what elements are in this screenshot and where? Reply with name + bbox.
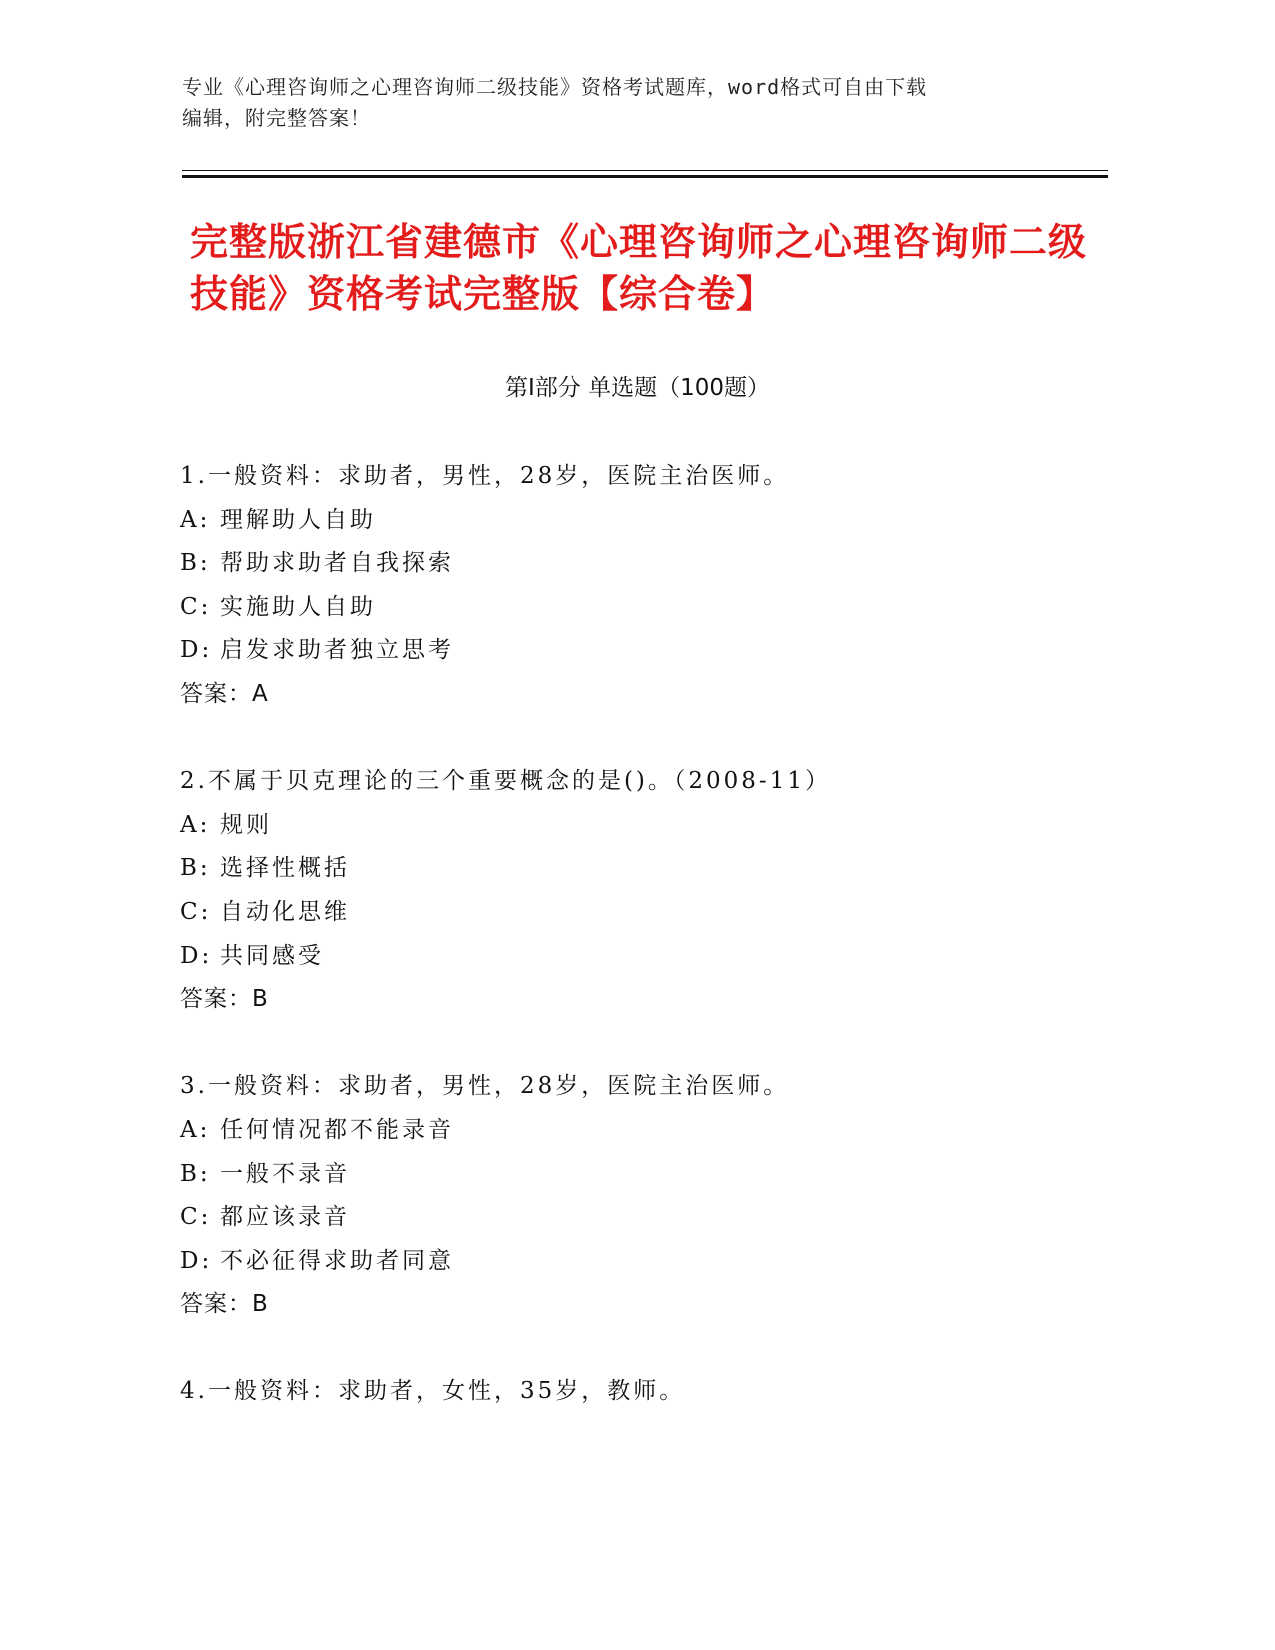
option-letter: A: xyxy=(180,1116,211,1143)
option-letter: A: xyxy=(180,811,211,838)
option-text: 选择性概括 xyxy=(220,855,350,882)
option-a xyxy=(180,499,1080,543)
question-stem: 3.一般资料：求助者，男性，28岁，医院主治医师。 xyxy=(180,1073,790,1100)
question-spacer xyxy=(180,1327,1080,1371)
answer-line: 答案：B xyxy=(180,1291,269,1318)
question-1 xyxy=(180,455,1080,760)
option-text: 启发求助者独立思考 xyxy=(220,637,454,664)
option-letter: D: xyxy=(180,637,213,664)
question-2 xyxy=(180,760,1080,1065)
option-a xyxy=(180,1109,1080,1153)
option-d xyxy=(180,1240,1080,1284)
header-note-line-2: 编辑，附完整答案！ xyxy=(182,106,371,130)
option-c xyxy=(180,891,1080,935)
question-stem: 2.不属于贝克理论的三个重要概念的是()。（2008-11） xyxy=(180,768,831,795)
option-letter: D: xyxy=(180,942,213,969)
option-text: 帮助求助者自我探索 xyxy=(220,550,454,577)
option-b xyxy=(180,542,1080,586)
option-text: 规则 xyxy=(220,811,272,838)
option-text: 一般不录音 xyxy=(220,1160,350,1187)
answer-line: 答案：B xyxy=(180,986,269,1013)
question-list xyxy=(180,455,1080,1414)
option-b xyxy=(180,847,1080,891)
option-text: 任何情况都不能录音 xyxy=(220,1116,454,1143)
option-letter: B: xyxy=(180,550,211,577)
option-text: 共同感受 xyxy=(220,942,324,969)
option-letter: C: xyxy=(180,1204,212,1231)
section-heading: 第Ⅰ部分 单选题（100题） xyxy=(505,375,770,401)
question-stem: 1.一般资料：求助者，男性，28岁，医院主治医师。 xyxy=(180,463,790,489)
option-letter: C: xyxy=(180,593,212,620)
option-a xyxy=(180,804,1080,848)
question-stem: 4.一般资料：求助者，女性，35岁，教师。 xyxy=(180,1378,686,1405)
header-note-line-1: 专业《心理咨询师之心理咨询师二级技能》资格考试题库，word格式可自由下载 xyxy=(182,75,928,99)
option-text: 不必征得求助者同意 xyxy=(220,1247,454,1274)
option-letter: B: xyxy=(180,855,211,882)
header-divider-thin xyxy=(182,170,1108,171)
option-text: 理解助人自助 xyxy=(220,506,376,533)
option-c xyxy=(180,586,1080,630)
option-letter: D: xyxy=(180,1247,213,1274)
question-spacer xyxy=(180,1022,1080,1066)
question-4 xyxy=(180,1370,1080,1414)
option-letter: A: xyxy=(180,506,211,533)
header-note xyxy=(182,72,1062,134)
option-text: 实施助人自助 xyxy=(220,593,376,620)
option-d xyxy=(180,629,1080,673)
option-letter: B: xyxy=(180,1160,211,1187)
option-b xyxy=(180,1153,1080,1197)
option-text: 都应该录音 xyxy=(220,1204,350,1231)
option-letter: C: xyxy=(180,898,212,925)
option-c xyxy=(180,1196,1080,1240)
header-divider-thick xyxy=(182,175,1108,178)
document-title: 完整版浙江省建德市《心理咨询师之心理咨询师二级技能》资格考试完整版【综合卷】 xyxy=(190,220,1088,316)
option-d xyxy=(180,935,1080,979)
question-3 xyxy=(180,1065,1080,1370)
option-text: 自动化思维 xyxy=(220,898,350,925)
answer-line: 答案：A xyxy=(180,680,269,707)
question-spacer xyxy=(180,717,1080,761)
